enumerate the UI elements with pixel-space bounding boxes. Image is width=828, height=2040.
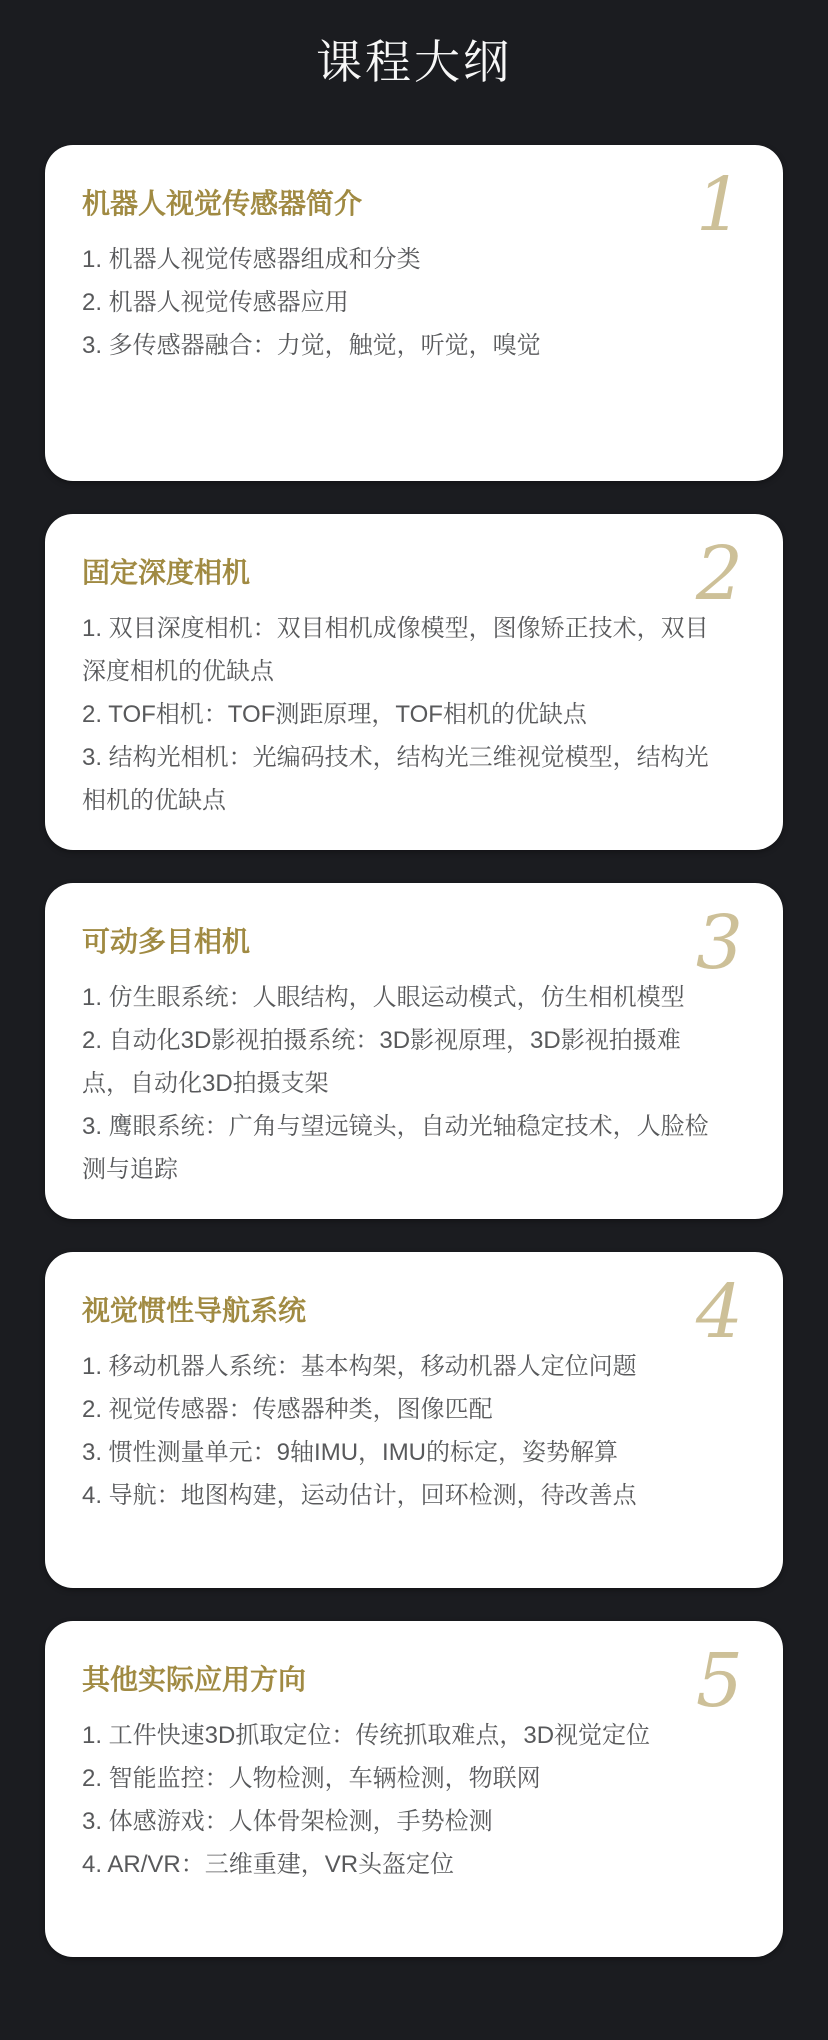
course-card-4 [45, 1252, 783, 1588]
card-heading-5: 其他实际应用方向 [82, 1664, 307, 1695]
card-item: 2. 自动化3D影视拍摄系统：3D影视原理，3D影视拍摄难点，自动化3D拍摄支架 [82, 1027, 681, 1097]
page-title: 课程大纲 [316, 36, 512, 88]
course-card-5 [45, 1621, 783, 1957]
card-item: 1. 双目深度相机：双目相机成像模型，图像矫正技术，双目深度相机的优缺点 [82, 615, 709, 685]
course-card-1 [45, 145, 783, 481]
card-item: 3. 惯性测量单元：9轴IMU，IMU的标定，姿势解算 [82, 1439, 619, 1466]
card-item: 1. 移动机器人系统：基本构架，移动机器人定位问题 [82, 1353, 637, 1380]
card-number-5: 5 [695, 1638, 743, 1724]
card-item: 3. 多传感器融合：力觉，触觉，听觉，嗅觉 [82, 332, 541, 359]
course-outline-cards [0, 145, 828, 1957]
card-item: 2. 视觉传感器：传感器种类，图像匹配 [82, 1396, 493, 1423]
card-item: 2. 智能监控：人物检测，车辆检测，物联网 [82, 1765, 541, 1792]
card-item: 3. 体感游戏：人体骨架检测，手势检测 [82, 1808, 493, 1835]
card-item-list-5 [82, 1714, 713, 1886]
card-item: 2. 机器人视觉传感器应用 [82, 289, 349, 316]
course-card-3 [45, 883, 783, 1219]
card-item: 2. TOF相机：TOF测距原理，TOF相机的优缺点 [82, 701, 587, 728]
card-heading-1: 机器人视觉传感器简介 [82, 188, 363, 219]
card-item: 1. 仿生眼系统：人眼结构，人眼运动模式，仿生相机模型 [82, 984, 685, 1011]
card-number-2: 2 [695, 531, 743, 617]
card-item: 3. 结构光相机：光编码技术，结构光三维视觉模型，结构光相机的优缺点 [82, 744, 709, 814]
card-item-list-4 [82, 1345, 713, 1517]
card-heading-3: 可动多目相机 [82, 926, 251, 957]
card-item-list-1 [82, 238, 713, 367]
card-item-list-3 [82, 976, 713, 1191]
card-item: 4. AR/VR：三维重建，VR头盔定位 [82, 1851, 455, 1878]
card-item: 1. 机器人视觉传感器组成和分类 [82, 246, 421, 273]
card-number-3: 3 [695, 900, 743, 986]
card-item: 3. 鹰眼系统：广角与望远镜头，自动光轴稳定技术，人脸检测与追踪 [82, 1113, 709, 1183]
card-heading-4: 视觉惯性导航系统 [82, 1295, 307, 1326]
card-number-4: 4 [695, 1269, 743, 1355]
card-item-list-2 [82, 607, 713, 822]
card-item: 4. 导航：地图构建，运动估计，回环检测，待改善点 [82, 1482, 637, 1509]
card-item: 1. 工件快速3D抓取定位：传统抓取难点，3D视觉定位 [82, 1722, 651, 1749]
card-number-1: 1 [695, 162, 743, 248]
course-card-2 [45, 514, 783, 850]
card-heading-2: 固定深度相机 [82, 557, 251, 588]
